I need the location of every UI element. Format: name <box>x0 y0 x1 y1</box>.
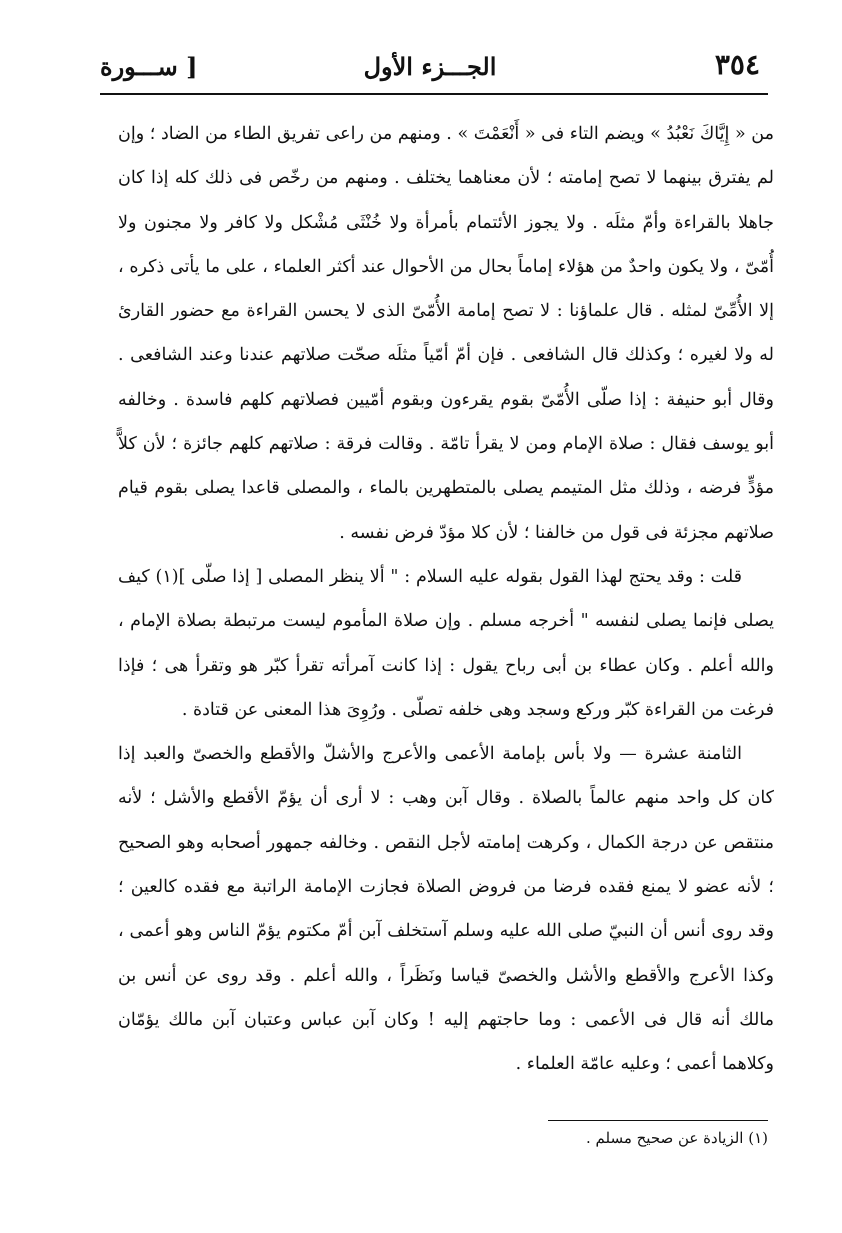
footnote: (١) الزيادة عن صحيح مسلم . <box>585 1129 768 1147</box>
header-rule <box>100 93 768 95</box>
paragraph: قلت : وقد يحتج لهذا القول بقوله عليه السلام : " ألا ينظر المصلى [ إذا صلّى ](١) كيف يصلى فإنما يصلى لنفسه " أخرجه مسلم . وإن صلاة المأموم ليست مرتبطة بصلاة الإمام ، والله أعلم . وكان عطاء بن أبى رباح يقول : إذا كانت آمرأته تقرأ كبّر هو وتقرأ هى ؛ فإذا فرغت من القراءة كبّر وركع وسجد وهى خلفه تصلّى . ورُوِىَ هذا المعنى عن قتادة . <box>118 566 774 720</box>
body-text <box>118 112 774 1087</box>
part-title: الجـــزء الأول <box>363 52 497 81</box>
paragraph: الثامنة عشرة — ولا بأس بإمامة الأعمى والأعرج والأشلّ والأقطع والخصىّ والعبد إذا كان كل واحد منهم عالماً بالصلاة . وقال آبن وهب : لا أرى أن يؤمّ الأقطع والأشل ؛ لأنه منتقص عن درجة الكمال ، وكرهت إمامته لأجل النقص . وخالفه جمهور أصحابه وهو الصحيح ؛ لأنه عضو لا يمنع فقده فرضا من فروض الصلاة فجازت الإمامة الراتبة مع فقده كالعين ؛ وقد روى أنس أن النبيّ صلى الله عليه وسلم آستخلف آبن أمّ مكتوم يؤمّ الناس وهو أعمى ، وكذا الأعرج والأقطع والأشل والخصىّ قياسا ونَظَراً ، والله أعلم . وقد روى عن أنس بن مالك أنه قال فى الأعمى : وما حاجتهم إليه ! وكان آبن عباس وعتبان آبن مالك يؤمّان وكلاهما أعمى ؛ وعليه عامّة العلماء . <box>118 744 774 1075</box>
surah-label: [ ســـورة <box>100 52 198 81</box>
page-header <box>100 46 760 96</box>
page-number: ٣٥٤ <box>714 48 760 81</box>
footnote-rule <box>548 1120 768 1121</box>
paragraph: من « إِيَّاكَ نَعْبُدُ » ويضم التاء فى « أَنْعَمْتَ » . ومنهم من راعى تفريق الطاء من الضاد ؛ وإن لم يفترق بينهما لا تصح إمامته ؛ لأن معناهما يختلف . ومنهم من رخّص فى ذلك كله إذا كان جاهلا بالقراءة وأمّ مثلَه . ولا يجوز الأئتمام بأمرأة ولا خُنْثَى مُشْكل ولا كافر ولا مجنون ولا أُمّىّ ، ولا يكون واحدٌ من هؤلاء إماماً بحال من الأحوال عند أكثر العلماء ، على ما يأتى ذكره ، إلا الأُمِّىّ لمثله . قال علماؤنا : لا تصح إمامة الأُمّىّ الذى لا يحسن القراءة مع حضور القارئ له ولا لغيره ؛ وكذلك قال الشافعى . فإن أمّ أمّياً مثلَه صحّت صلاتهم عندنا وعند الشافعى . وقال أبو حنيفة : إذا صلّى الأُمّىّ بقوم يقرءون وبقوم أمّيين فصلاتهم كلهم فاسدة . وخالفه أبو يوسف فقال : صلاة الإمام ومن لا يقرأ تامّة . وقالت فرقة : صلاتهم كلهم جائزة ؛ لأن كلاًّ مؤدٍّ فرضه ، وذلك مثل المتيمم يصلى بالمتطهرين بالماء ، والمصلى قاعدا يصلى بقوم قيام صلاتهم مجزئة فى قول من خالفنا ؛ لأن كلا مؤدّ فرض نفسه . <box>118 124 774 543</box>
